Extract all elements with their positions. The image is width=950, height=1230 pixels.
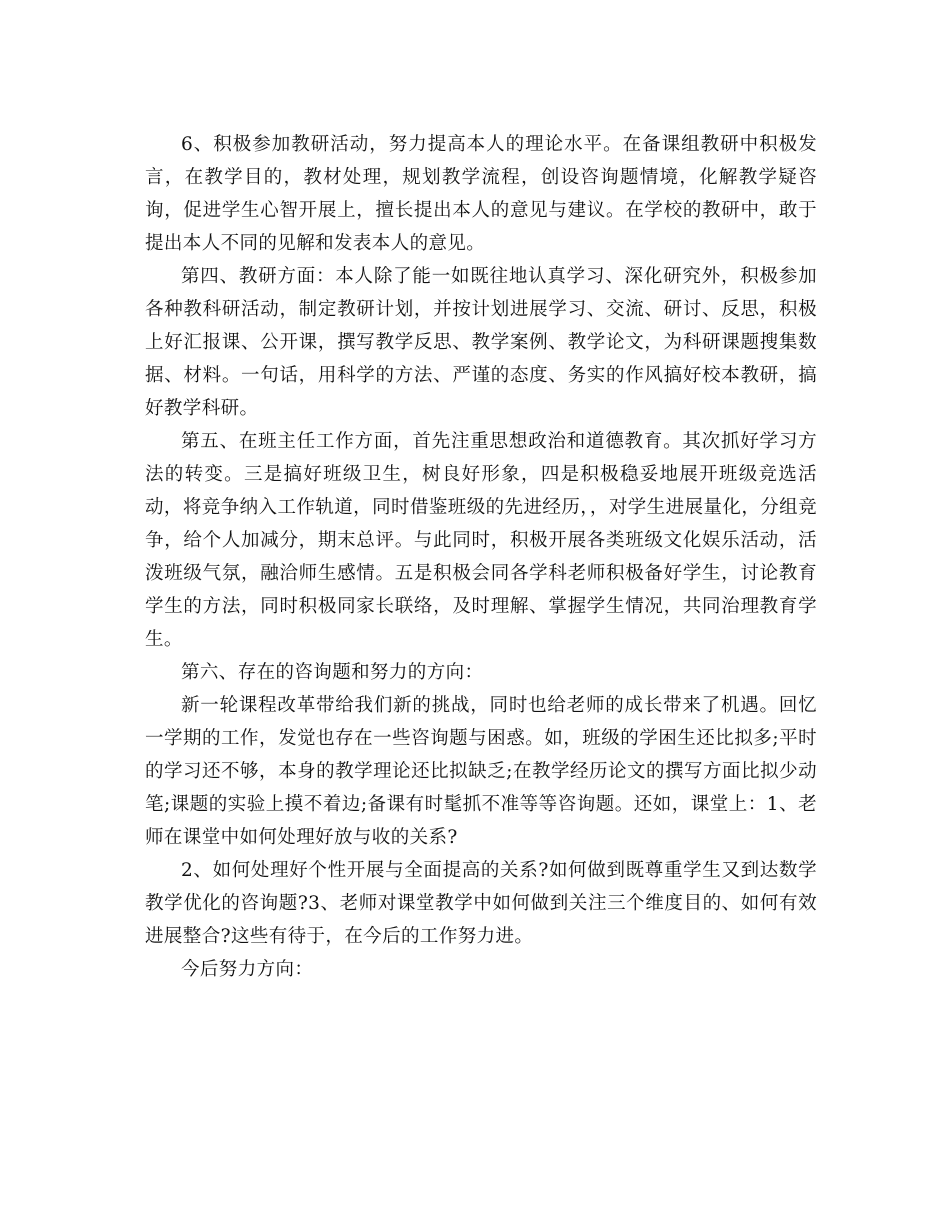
paragraph-section-four-research: 第四、教研方面：本人除了能一如既往地认真学习、深化研究外，积极参加各种教科研活动，制定教研计划，并按计划进展学习、交流、研讨、反思，积极上好汇报课、公开课，撰写教学反思、教学案例、教学论文，为科研课题搜集数据、材料。一句话，用科学的方法、严谨的态度、务实的作风搞好校本教研，搞好教学科研。 <box>145 266 817 419</box>
paragraph-curriculum-reform: 新一轮课程改革带给我们新的挑战，同时也给老师的成长带来了机遇。回忆一学期的工作，发觉也存在一些咨询题与困惑。如，班级的学困生还比拟多;平时的学习还不够，本身的教学理论还比拟缺乏;在教学经历论文的撰写方面比拟少动笔;课题的实验上摸不着边;备课有时髦抓不准等等咨询题。还如，课堂上：1、老师在课堂中如何处理好放与收的关系? <box>145 695 817 848</box>
paragraph-future-direction: 今后努力方向： <box>181 959 314 980</box>
document-body <box>145 128 817 986</box>
paragraph-questions: 2、如何处理好个性开展与全面提高的关系?如何做到既尊重学生又到达数学教学优化的咨询题?3、老师对课堂教学中如何做到关注三个维度目的、如何有效进展整合?这些有待于，在今后的工作努力进。 <box>145 860 817 947</box>
paragraph-teaching-research-participation: 6、积极参加教研活动，努力提高本人的理论水平。在备课组教研中积极发言，在教学目的，教材处理，规划教学流程，创设咨询题情境，化解教学疑咨询，促进学生心智开展上，擅长提出本人的意见与建议。在学校的教研中，敢于提出本人不同的见解和发表本人的意见。 <box>145 134 817 254</box>
paragraph-section-six-heading: 第六、存在的咨询题和努力的方向： <box>181 662 484 683</box>
paragraph-section-five-class-teacher: 第五、在班主任工作方面，首先注重思想政治和道德教育。其次抓好学习方法的转变。三是搞好班级卫生，树良好形象，四是积极稳妥地展开班级竞选活动，将竞争纳入工作轨道，同时借鉴班级的先进经历，，对学生进展量化，分组竞争，给个人加减分，期末总评。与此同时，积极开展各类班级文化娱乐活动，活泼班级气氛，融洽师生感情。五是积极会同各学科老师积极备好学生，讨论教育学生的方法，同时积极同家长联络，及时理解、掌握学生情况，共同治理教育学生。 <box>145 431 817 650</box>
